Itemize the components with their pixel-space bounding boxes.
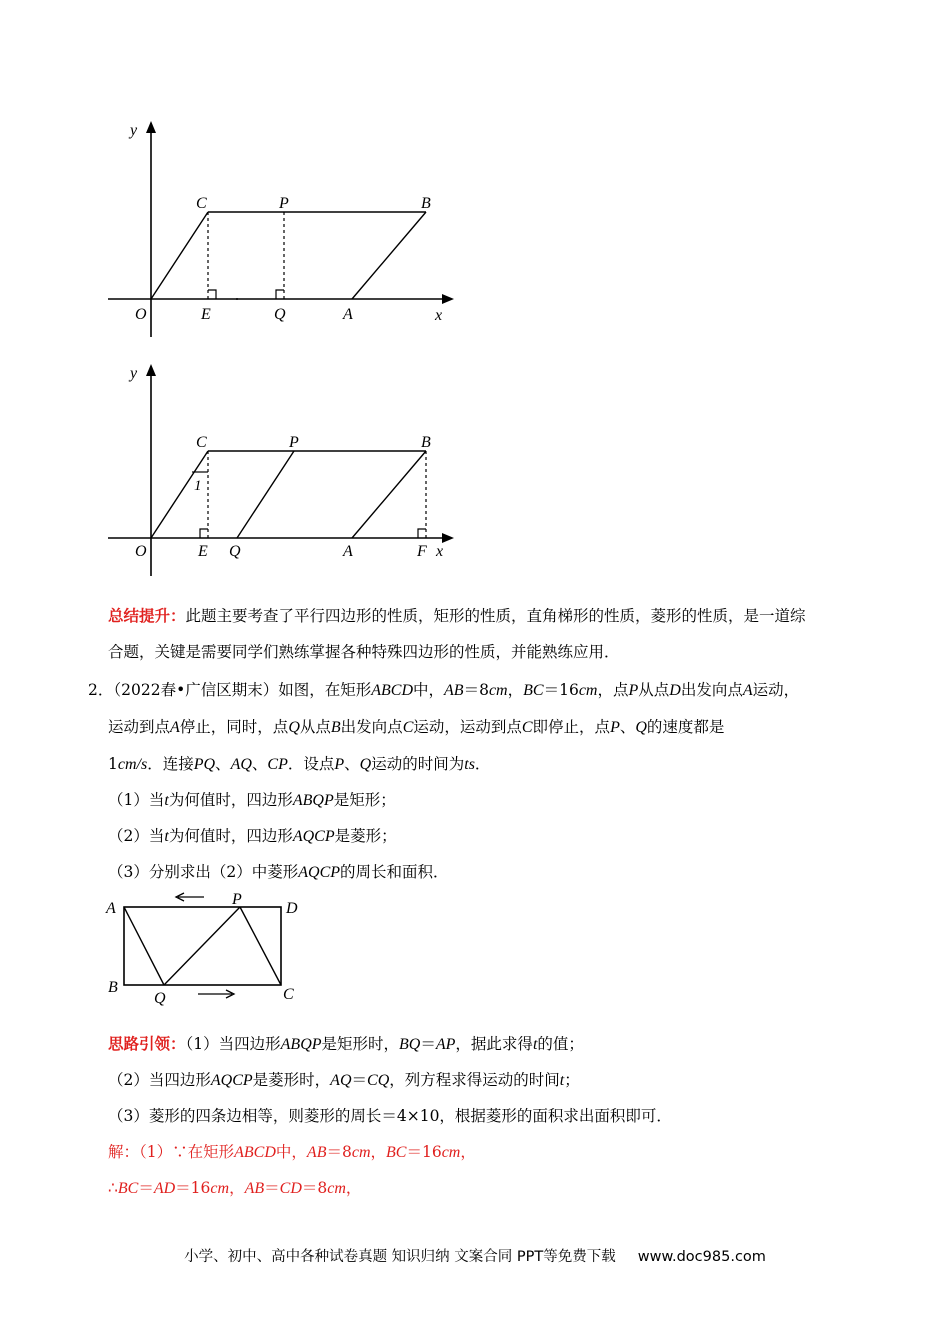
math-AQCP: AQCP (292, 828, 335, 845)
question-1 (108, 790, 396, 811)
math-D: D (669, 682, 681, 699)
text: 如图，在矩形 (278, 681, 372, 699)
math-t: t (559, 1072, 565, 1089)
math-ABQP: ABQP (292, 792, 334, 809)
text: ， (460, 1143, 476, 1161)
footer-text: 小学、初中、高中各种试卷真题 知识归纳 文案合同 PPT等免费下载 (184, 1249, 616, 1265)
text: ＝16 (175, 1179, 211, 1197)
text: 中， (413, 681, 445, 699)
summary-text-1: 此题主要考查了平行四边形的性质，矩形的性质，直角梯形的性质，菱形的性质，是一道综 (185, 607, 806, 625)
math-cm: cm (351, 1144, 371, 1161)
problem-2-line-3 (108, 754, 490, 775)
right-angle-Q (276, 290, 284, 299)
math-AQ: AQ (230, 756, 252, 773)
text: 、 (215, 755, 231, 773)
label-Q: Q (274, 306, 286, 323)
text: 是矩形时， (321, 1035, 400, 1053)
math-C: C (521, 719, 533, 736)
problem-source: （2022春•广信区期末） (113, 681, 279, 699)
text: ∴ (108, 1179, 118, 1197)
math-ts: ts (464, 756, 475, 773)
label-O: O (135, 543, 147, 560)
math-BC: BC (117, 1180, 139, 1197)
figure-3-rectangle-diagram (100, 888, 310, 1008)
text: 的周长和面积． (340, 863, 449, 881)
segment-PQ (237, 451, 294, 538)
math-B: B (330, 719, 341, 736)
segment-OC (151, 212, 208, 299)
text: 从点 (299, 718, 331, 736)
label-E: E (198, 543, 208, 560)
text: ，据此求得 (455, 1035, 533, 1053)
text: （3）分别求出（2）中菱形 (108, 863, 299, 881)
text: 运动的时间为 (371, 755, 465, 773)
y-axis-arrow (146, 121, 156, 133)
text: ＝ (138, 1179, 154, 1197)
text: 运动， (752, 681, 800, 699)
text: 是菱形时， (252, 1071, 331, 1089)
segment-PC (240, 907, 281, 985)
text: 中， (275, 1143, 307, 1161)
math-BC: BC (523, 682, 544, 699)
math-P: P (334, 756, 345, 773)
text: 为何值时，四边形 (168, 791, 293, 809)
segment-AQ (124, 907, 164, 985)
question-2 (108, 826, 397, 847)
math-CP: CP (267, 756, 288, 773)
text: ＝8 (301, 1179, 328, 1197)
text: 1 (108, 755, 118, 773)
label-C: C (196, 434, 207, 451)
problem-number: 2． (88, 681, 114, 699)
math-cms: cm/s (117, 756, 148, 773)
text: ＝8 (463, 681, 489, 699)
hint-line-2 (108, 1070, 580, 1091)
math-ABCD: ABCD (371, 682, 414, 699)
label-x: x (435, 307, 443, 324)
label-C: C (283, 986, 294, 1003)
text: 出发向点 (680, 681, 743, 699)
text: ＝16 (406, 1143, 442, 1161)
label-Q: Q (229, 543, 241, 560)
label-B: B (108, 979, 118, 996)
math-AQCP: AQCP (210, 1072, 253, 1089)
text: 、 (344, 755, 360, 773)
text: （2）当 (108, 827, 165, 845)
math-Q: Q (359, 756, 372, 773)
math-CQ: CQ (367, 1072, 390, 1089)
text: 是矩形； (333, 791, 396, 809)
segment-BA (352, 451, 426, 538)
summary-line-1 (108, 606, 806, 626)
math-BQ: BQ (399, 1036, 421, 1053)
problem-2-line-1 (88, 680, 799, 701)
math-BC: BC (386, 1144, 407, 1161)
right-angle-F (418, 529, 426, 538)
text: （1）当 (108, 791, 165, 809)
text: ＝ (351, 1071, 368, 1089)
right-angle-E (200, 529, 208, 538)
math-AB: AB (306, 1144, 327, 1161)
math-A: A (742, 682, 753, 699)
text: ＝16 (543, 681, 579, 699)
label-C: C (196, 195, 207, 212)
math-PQ: PQ (193, 756, 216, 773)
math-C: C (402, 719, 414, 736)
y-axis-arrow (146, 364, 156, 376)
math-AP: AP (435, 1036, 456, 1053)
dot-mark (236, 298, 238, 300)
figure-2-coordinate-diagram (100, 358, 470, 588)
math-cm: cm (488, 682, 508, 699)
footer-site-link[interactable]: www.doc985.com (637, 1249, 766, 1265)
text: 是菱形； (334, 827, 397, 845)
segment-QP (164, 907, 240, 985)
label-E: E (201, 306, 211, 323)
math-A: A (170, 719, 180, 736)
math-cm: cm (441, 1144, 461, 1161)
label-y: y (130, 365, 138, 382)
hint-line-3 (108, 1106, 672, 1126)
math-t: t (164, 828, 169, 845)
page-footer (0, 1245, 950, 1266)
math-cm: cm (578, 682, 598, 699)
summary-text-2: 合题，关键是需要同学们熟练掌握各种特殊四边形的性质，并能熟练应用． (108, 643, 620, 661)
text: ， (345, 1179, 362, 1197)
problem-2-line-2 (108, 717, 724, 738)
solution-line-1 (108, 1142, 476, 1163)
math-AB: AB (244, 1180, 265, 1197)
figure-1-coordinate-diagram (100, 115, 470, 345)
label-A: A (343, 543, 353, 560)
text: ＝ (264, 1179, 280, 1197)
hint-line-1 (108, 1034, 584, 1055)
text: ， (229, 1179, 245, 1197)
label-O: O (135, 306, 147, 323)
summary-label: 总结提升： (108, 606, 186, 625)
math-AQCP: AQCP (298, 864, 341, 881)
right-angle-E (208, 290, 216, 299)
text: ＝ (420, 1035, 436, 1053)
label-P: P (279, 195, 289, 212)
text: 解：（1）∵在矩形 (108, 1143, 235, 1161)
math-P: P (628, 682, 639, 699)
math-Q: Q (635, 719, 647, 736)
label-P: P (289, 434, 299, 451)
label-Q: Q (154, 990, 166, 1007)
label-F: F (417, 543, 427, 560)
label-P: P (232, 891, 242, 908)
math-t: t (532, 1036, 538, 1053)
label-one: 1 (194, 478, 202, 494)
label-x: x (436, 543, 444, 560)
text: 的速度都是 (646, 718, 725, 736)
label-y: y (130, 122, 138, 139)
text: ，点 (597, 681, 629, 699)
label-D: D (286, 900, 298, 917)
text: ， (507, 681, 524, 699)
hint-label: 思路引领： (108, 1034, 186, 1053)
question-3 (108, 862, 449, 883)
text: （2）当四边形 (108, 1071, 211, 1089)
text: 停止，同时，点 (179, 718, 289, 736)
text: （3）菱形的四条边相等，则菱形的周长＝4×10，根据菱形的面积求出面积即可． (108, 1107, 672, 1125)
math-t: t (164, 792, 169, 809)
math-P: P (610, 719, 620, 736)
text: 运动，运动到点 (413, 718, 522, 736)
text: 的值； (537, 1035, 584, 1053)
text: 从点 (638, 681, 670, 699)
math-AQ: AQ (330, 1072, 352, 1089)
text: ． (474, 755, 491, 773)
text: 、 (619, 718, 636, 736)
math-ABCD: ABCD (234, 1144, 276, 1161)
math-CD: CD (279, 1180, 302, 1197)
text: 即停止，点 (532, 718, 611, 736)
math-ABQP: ABQP (280, 1036, 322, 1053)
x-axis-arrow (442, 533, 454, 543)
math-AD: AD (153, 1180, 176, 1197)
text: ； (564, 1071, 580, 1089)
text: ，列方程求得运动的时间 (389, 1071, 560, 1089)
text: 为何值时，四边形 (168, 827, 293, 845)
label-A: A (106, 900, 116, 917)
text: 出发向点 (340, 718, 403, 736)
text: ．设点 (287, 755, 335, 773)
text: 、 (251, 755, 268, 773)
text: 运动到点 (108, 718, 171, 736)
segment-OC (151, 451, 208, 538)
label-B: B (421, 434, 431, 451)
math-AB: AB (444, 682, 464, 699)
x-axis-arrow (442, 294, 454, 304)
label-A: A (343, 306, 353, 323)
math-cm: cm (327, 1180, 346, 1197)
text: ．连接 (147, 755, 194, 773)
segment-BA (352, 212, 426, 299)
text: （1）当四边形 (185, 1035, 281, 1053)
text: ＝8 (326, 1143, 352, 1161)
solution-line-2 (108, 1178, 361, 1199)
math-Q: Q (288, 719, 300, 736)
summary-line-2 (108, 642, 620, 662)
label-B: B (421, 195, 431, 212)
math-cm: cm (210, 1180, 230, 1197)
text: ， (370, 1143, 387, 1161)
